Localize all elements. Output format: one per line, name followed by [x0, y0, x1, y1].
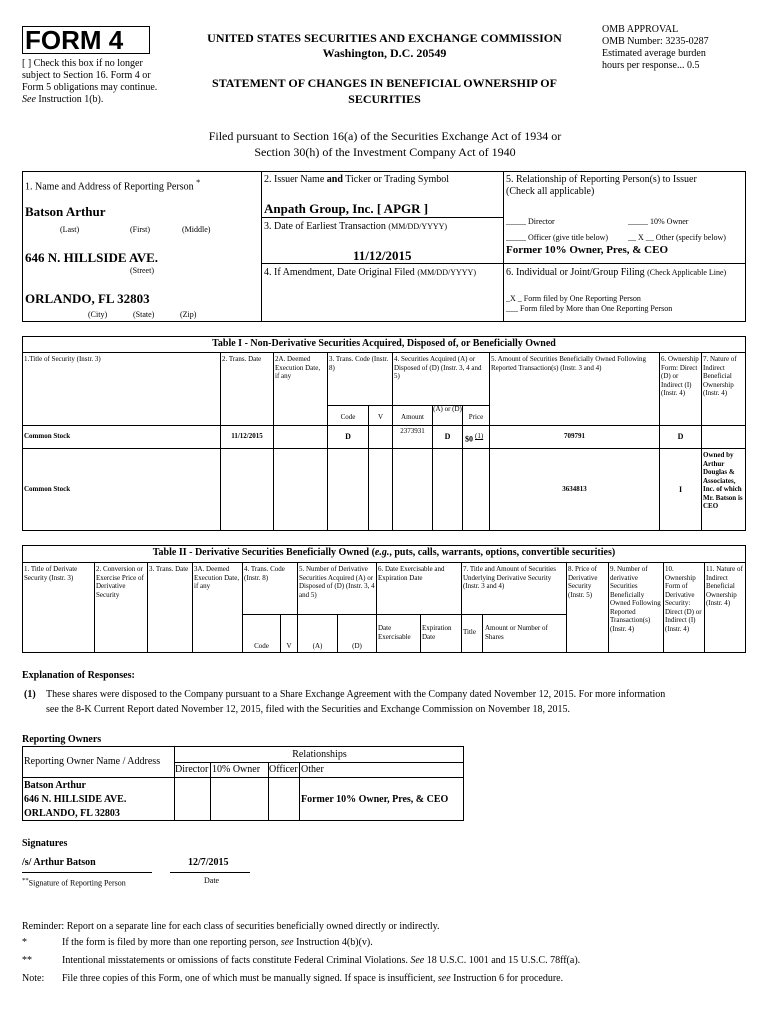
t1-row2-owned: 3634813 — [562, 485, 587, 493]
box1-label — [25, 177, 200, 193]
form-title-box — [22, 26, 150, 54]
owner-street: 646 N. HILLSIDE AVE. — [24, 794, 127, 805]
signature-label-text: Signature of Reporting Person — [28, 878, 126, 888]
no-longer-subject-checkbox[interactable] — [22, 58, 172, 106]
t1-row2-nature: Owned by Arthur Douglas & Associates, Inc. of which Mr. Batson is CEO — [703, 451, 743, 510]
t2-sub-date-ex: Date Exercisable — [378, 624, 411, 641]
t2-sub-code: Code — [254, 642, 269, 650]
box4-label-text: 4. If Amendment, Date Original Filed — [264, 267, 415, 278]
t2-h9: 9. Number of derivative Securities Beneficially Owned Following Reported Transaction(s) (Instr. 4) — [610, 565, 661, 633]
t1-sub-amount: Amount — [401, 413, 424, 421]
box1-label-text: 1. Name and Address of Reporting Person — [25, 181, 194, 193]
form-title: FORM 4 — [25, 25, 124, 55]
t2-h1: 1. Title of Derivate Security (Instr. 3) — [24, 565, 78, 582]
officer-checkbox[interactable]: _____ Officer (give title below) — [506, 233, 609, 242]
omb-hours: hours per response... 0.5 — [602, 60, 700, 71]
t1-row2-form: I — [678, 485, 683, 494]
t2-sub-a: (A) — [312, 642, 323, 650]
t1-sub-aord: (A) or (D) — [433, 405, 462, 413]
footnote-star2: ** — [22, 955, 32, 966]
star2-see: See — [410, 955, 425, 966]
note-text — [62, 973, 563, 985]
omb-burden: Estimated average burden — [602, 48, 706, 59]
owners-col-rel: Relationships — [292, 749, 347, 760]
star2-text-b: 18 U.S.C. 1001 and 15 U.S.C. 78ff(a). — [426, 955, 581, 966]
reporter-street: 646 N. HILLSIDE AVE. — [25, 250, 159, 265]
box6-label-text: 6. Individual or Joint/Group Filing — [506, 267, 645, 278]
statement-title-line2: SECURITIES — [348, 92, 421, 106]
star1-text-b: Instruction 4(b)(v). — [296, 937, 373, 948]
box4-label — [264, 267, 476, 279]
footnote-star1-text — [62, 937, 373, 949]
t1-sub-v: V — [377, 413, 384, 421]
footnote-star2-text — [62, 955, 580, 967]
t1-h4: 4. Securities Acquired (A) or Disposed of (D) (Instr. 3, 4 and 5) — [394, 355, 482, 380]
t2-sub-exp: Expiration Date — [422, 624, 452, 641]
star2-text-a: Intentional misstatements or omissions of facts constitute Federal Criminal Violations. — [62, 955, 408, 966]
t1-h1: 1.Title of Security (Instr. 3) — [24, 355, 101, 363]
owner-name: Batson Arthur — [24, 780, 86, 791]
box5-sub: (Check all applicable) — [506, 186, 595, 197]
t1-h5: 5. Amount of Securities Beneficially Owned Following Reported Transaction(s) (Instr. 3 and 4) — [491, 355, 646, 372]
footnote-star1: * — [22, 937, 27, 948]
t1-row1-owned: 709791 — [564, 432, 585, 440]
table1-title: Table I - Non-Derivative Securities Acquired, Disposed of, or Beneficially Owned — [212, 338, 556, 349]
reminder-text: Reminder: Report on a separate line for each class of securities beneficially owned directly or indirectly. — [22, 921, 440, 932]
filed-pursuant-line2: Section 30(h) of the Investment Company Act of 1940 — [254, 145, 516, 159]
owners-col-other: Other — [301, 764, 324, 775]
owners-col-officer: Officer — [269, 764, 298, 775]
footnote-1-link[interactable]: (1) — [475, 432, 484, 440]
box6-sub: (Check Applicable Line) — [647, 268, 727, 277]
owners-heading: Reporting Owners — [22, 734, 102, 745]
t2-h6: 6. Date Exercisable and Expiration Date — [378, 565, 445, 582]
t1-row1-price-value: $0 — [465, 434, 473, 444]
owners-col-ten: 10% Owner — [212, 764, 261, 775]
see-text: See — [22, 94, 36, 105]
reporter-name: Batson Arthur — [25, 204, 106, 219]
omb-approval — [602, 24, 762, 72]
ten-pct-owner-checkbox[interactable]: _____ 10% Owner — [628, 217, 689, 226]
omb-number: OMB Number: 3235-0287 — [602, 36, 709, 47]
t1-row1-date: 11/12/2015 — [231, 432, 263, 440]
t2-h8: 8. Price of Derivative Security (Instr. 5) — [568, 565, 598, 599]
t2-h10: 10. Ownership Form of Derivative Security: Direct (D) or Indirect (I) (Instr. 4) — [665, 565, 702, 633]
box2-and: and — [326, 174, 343, 185]
signer-name: /s/ Arthur Batson — [22, 857, 96, 868]
t1-row1-amount: 2373931 — [400, 427, 425, 435]
star1-see: see — [280, 937, 294, 948]
t2-h4: 4. Trans. Code (Instr. 8) — [244, 565, 285, 582]
note-see: see — [437, 973, 451, 984]
note-label: Note: — [22, 973, 45, 984]
owner-city: ORLANDO, FL 32803 — [24, 808, 120, 819]
box2-label-b: Ticker or Trading Symbol — [345, 174, 450, 185]
t1-sub-code: Code — [340, 413, 356, 421]
table2-title — [22, 547, 746, 559]
box2-label-a: 2. Issuer Name — [264, 174, 325, 185]
t2-sub-d: (D) — [352, 642, 362, 650]
note-text-a: File three copies of this Form, one of which must be manually signed. If space is insufficient, — [62, 973, 436, 984]
signature-date: 12/7/2015 — [188, 857, 229, 868]
star1-text-a: If the form is filed by more than one reporting person, — [62, 937, 279, 948]
filed-pursuant-line1: Filed pursuant to Section 16(a) of the Securities Exchange Act of 1934 or — [208, 129, 562, 143]
t2-h3a: 3A. Deemed Execution Date, if any — [194, 565, 240, 590]
box3-format: (MM/DD/YYYY) — [388, 222, 448, 231]
last-label: (Last) — [60, 225, 80, 234]
t1-h3: 3. Trans. Code (Instr. 8) — [329, 355, 389, 372]
statement-title-line1: STATEMENT OF CHANGES IN BENEFICIAL OWNERSHIP OF — [212, 76, 557, 90]
box5-label-text: 5. Relationship of Reporting Person(s) to Issuer — [506, 174, 697, 185]
t2-title-a: Table II - Derivative Securities Beneficially Owned ( — [152, 547, 375, 558]
middle-label: (Middle) — [182, 225, 211, 234]
t1-row1-form: D — [677, 432, 684, 441]
reporter-city: ORLANDO, FL 32803 — [25, 291, 150, 306]
explanation-line2: see the 8-K Current Report dated November 12, 2015, filed with the Securities and Exchange Commission on November 18, 2015. — [46, 704, 571, 715]
t2-title-b: , puts, calls, warrants, options, convertible securities) — [389, 547, 616, 558]
t1-row1-price — [465, 432, 483, 444]
instruction-text: Instruction 1(b). — [38, 94, 104, 105]
owners-col-director: Director — [175, 764, 209, 775]
t2-h2: 2. Conversion or Exercise Price of Derivative Security — [96, 565, 144, 599]
city-label: (City) — [88, 310, 108, 319]
earliest-transaction-date: 11/12/2015 — [353, 248, 412, 263]
agency-address: Washington, D.C. 20549 — [322, 46, 447, 60]
box1-star: * — [196, 178, 201, 187]
signature-star: ** — [22, 877, 29, 884]
box5-label — [506, 174, 744, 198]
t2-sub-v: V — [286, 642, 292, 650]
t1-row1-code: D — [345, 432, 351, 441]
t2-sub-amount: Amount or Number of Shares — [485, 624, 548, 641]
t1-h6: 6. Ownership Form: Direct (D) or Indirect (I) (Instr. 4) — [661, 355, 699, 397]
explanation-num: (1) — [24, 689, 36, 700]
explanation-heading: Explanation of Responses: — [22, 670, 135, 681]
t2-h7: 7. Title and Amount of Securities Underlying Derivative Security (Instr. 3 and 4) — [463, 565, 556, 590]
other-checkbox[interactable]: __ X __ Other (specify below) — [628, 233, 726, 242]
box3-label-text: 3. Date of Earliest Transaction — [264, 221, 386, 232]
box4-format: (MM/DD/YYYY) — [417, 268, 476, 277]
zip-label: (Zip) — [180, 310, 197, 319]
director-checkbox[interactable]: _____ Director — [506, 217, 555, 226]
t2-sub-title: Title — [463, 628, 476, 636]
box3-label — [264, 221, 447, 233]
signatures-heading: Signatures — [22, 838, 68, 849]
note-text-b: Instruction 6 for procedure. — [453, 973, 564, 984]
street-label: (Street) — [130, 266, 154, 275]
relationship-title: Former 10% Owner, Pres, & CEO — [506, 244, 669, 256]
issuer-name: Anpath Group, Inc. [ APGR ] — [264, 201, 429, 216]
t2-h11: 11. Nature of Indirect Beneficial Ownership (Instr. 4) — [706, 565, 743, 607]
more-person-checkbox[interactable]: ___ Form filed by More than One Reporting Person — [506, 304, 673, 313]
t2-h3: 3. Trans. Date — [149, 565, 189, 573]
omb-heading: OMB APPROVAL — [602, 24, 679, 35]
box6-label — [506, 267, 726, 279]
one-person-checkbox[interactable]: _X _ Form filed by One Reporting Person — [506, 294, 641, 303]
box2-label — [264, 174, 449, 186]
t1-h7: 7. Nature of Indirect Beneficial Ownership (Instr. 4) — [703, 355, 737, 397]
checkbox-text: [ ] Check this box if no longer subject to Section 16. Form 4 or Form 5 obligations may continue. — [22, 58, 158, 93]
agency-name: UNITED STATES SECURITIES AND EXCHANGE COMMISSION — [207, 31, 562, 45]
owner-other: Former 10% Owner, Pres, & CEO — [301, 794, 449, 805]
t1-h2: 2. Trans. Date — [222, 355, 262, 363]
t2-title-eg: e.g. — [374, 547, 390, 558]
t1-row1-security: Common Stock — [24, 432, 71, 440]
date-label: Date — [204, 876, 220, 885]
t1-row1-aord: D — [444, 432, 451, 441]
state-label: (State) — [133, 310, 155, 319]
explanation-line1: These shares were disposed to the Company pursuant to a Share Exchange Agreement with the Company dated November 12, 2015. For more information — [46, 689, 666, 700]
t1-h2a: 2A. Deemed Execution Date, if any — [275, 355, 321, 380]
t2-h5: 5. Number of Derivative Securities Acquired (A) or Disposed of (D) (Instr. 3, 4 and 5) — [299, 565, 375, 599]
signature-label — [22, 876, 126, 888]
t1-sub-price: Price — [468, 413, 484, 421]
owners-col-name: Reporting Owner Name / Address — [24, 756, 161, 767]
first-label: (First) — [130, 225, 150, 234]
t1-row2-security: Common Stock — [24, 485, 71, 493]
